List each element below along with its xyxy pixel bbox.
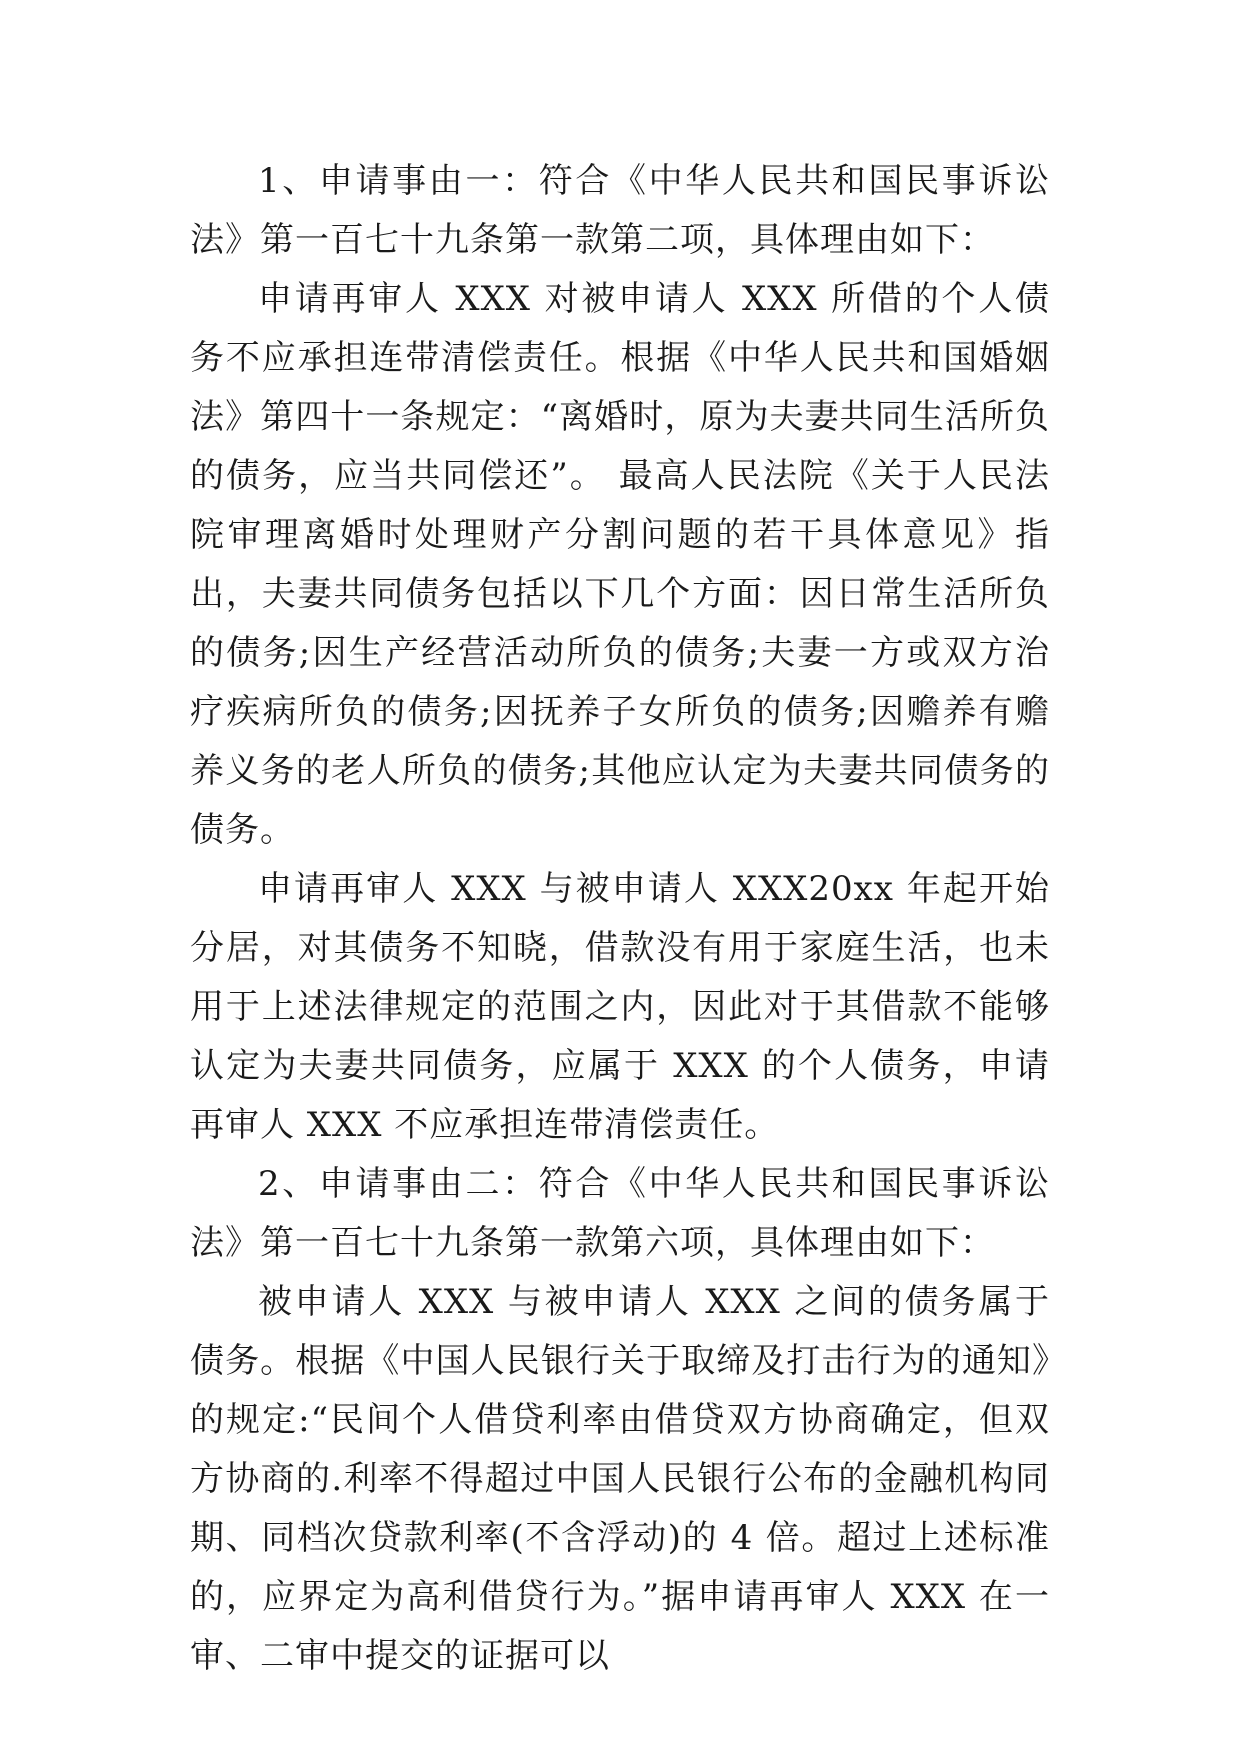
paragraph-reason-two-heading: 2、申请事由二：符合《中华人民共和国民事诉讼法》第一百七十九条第一款第六项，具体理由如下：: [190, 1164, 1050, 1263]
paragraph-joint-debt-law: 申请再审人 XXX 对被申请人 XXX 所借的个人债务不应承担连带清偿责任。根据《中华人民共和国婚姻法》第四十一条规定：“离婚时，原为夫妻共同生活所负的债务，应当共同偿还”。 最高人民法院《关于人民法院审理离婚时处理财产分割问题的若干具体意见》指出，夫妻共同债务包括以下几个方面：因日常生活所负的债务;因生产经营活动所负的债务;夫妻一方或双方治疗疾病所负的债务;因抚养子女所负的债务;因赡养有赡养义务的老人所负的债务;其他应认定为夫妻共同债务的债务。: [190, 279, 1050, 850]
paragraph-interest-rate: 被申请人 XXX 与被申请人 XXX 之间的债务属于债务。根据《中国人民银行关于取缔及打击行为的通知》的规定:“民间个人借贷利率由借贷双方协商确定，但双方协商的.利率不得超过中国人民银行公布的金融机构同期、同档次贷款利率(不含浮动)的 4 倍。超过上述标准的，应界定为高利借贷行为。”据申请再审人 XXX 在一审、二审中提交的证据可以: [190, 1282, 1050, 1676]
paragraph-reason-one-heading: 1、申请事由一：符合《中华人民共和国民事诉讼法》第一百七十九条第一款第二项，具体理由如下：: [190, 161, 1050, 260]
document-body: [190, 152, 1050, 1686]
paragraph-separation: 申请再审人 XXX 与被申请人 XXX20xx 年起开始分居，对其债务不知晓，借款没有用于家庭生活，也未用于上述法律规定的范围之内，因此对于其借款不能够认定为夫妻共同债务，应属于 XXX 的个人债务，申请再审人 XXX 不应承担连带清偿责任。: [190, 869, 1050, 1145]
